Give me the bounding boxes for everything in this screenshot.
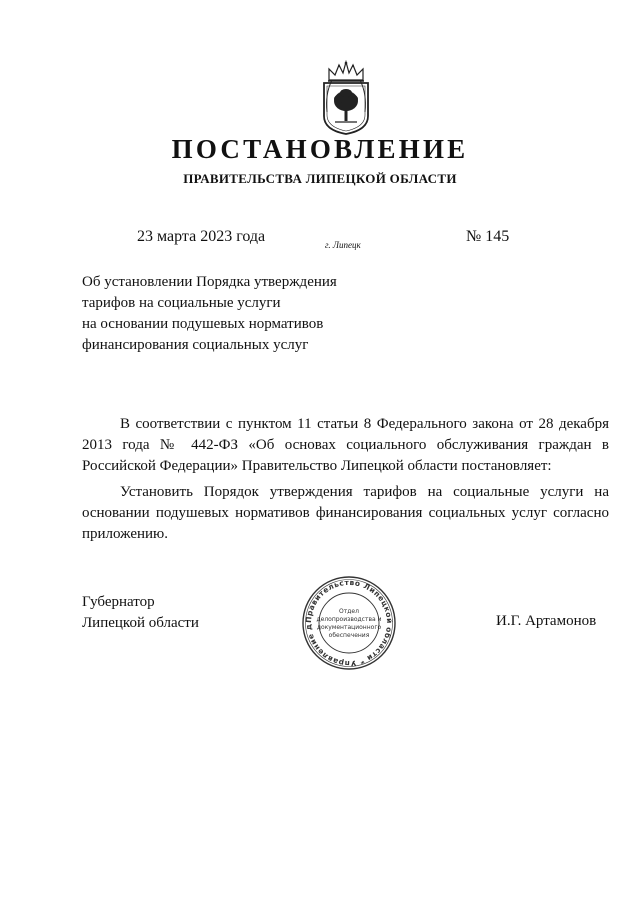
signer-position-line: Губернатор: [82, 594, 155, 610]
stamp-seal-icon: [293, 575, 405, 671]
document-number: № 145: [466, 228, 510, 245]
document-title: ПОСТАНОВЛЕНИЕ: [171, 134, 469, 164]
document-date: 23 марта 2023 года: [137, 228, 266, 245]
coat-of-arms-emblem-icon: [317, 60, 375, 136]
seal-center-line: документационного: [316, 624, 382, 631]
seal-ring-text: Правительство Липецкой области * Управление д: [303, 577, 395, 669]
seal-center-line: делопроизводства и: [316, 616, 382, 623]
document-subject: [82, 272, 382, 356]
body-paragraph: В соответствии с пунктом 11 статьи 8 Федерального закона от 28 декабря 2013 года № 442-ФЗ «Об основах социального обслуживания граждан в Российской Федерации» Правительство Липецкой области постановляет:: [82, 416, 609, 474]
subject-line: финансирования социальных услуг: [82, 337, 309, 353]
subject-line: на основании подушевых нормативов: [82, 316, 324, 332]
document-place: г. Липецк: [325, 240, 361, 250]
subject-line: тарифов на социальные услуги: [82, 295, 281, 311]
signer-position-line: Липецкой области: [82, 615, 199, 631]
body-paragraph: Установить Порядок утверждения тарифов на социальные услуги на основании подушевых нормативов финансирования социальных услуг согласно приложению.: [82, 484, 609, 542]
seal-center-line: обеспечения: [328, 632, 370, 639]
seal-center-line: Отдел: [339, 608, 359, 615]
signer-position: [82, 592, 199, 634]
issuer-name: ПРАВИТЕЛЬСТВА ЛИПЕЦКОЙ ОБЛАСТИ: [183, 171, 457, 186]
subject-line: Об установлении Порядка утверждения: [82, 274, 337, 290]
signer-name: И.Г. Артамонов: [496, 613, 597, 629]
